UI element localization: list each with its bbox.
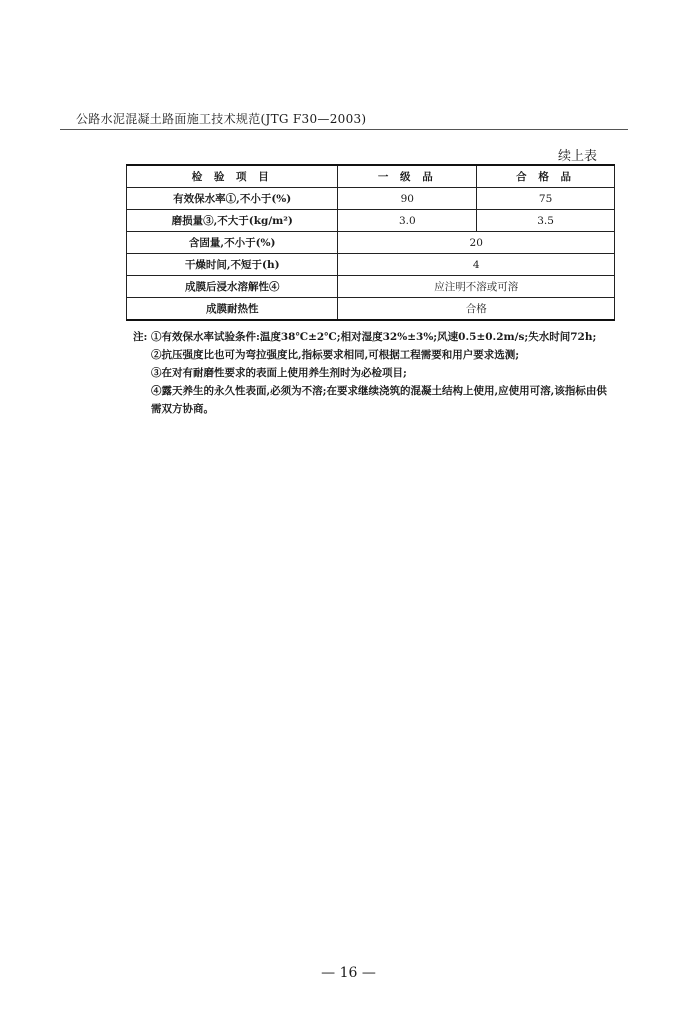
- table-row: [127, 298, 615, 321]
- row-label: 含固量,不小于(%): [127, 232, 338, 254]
- cell-value: 3.0: [338, 210, 477, 232]
- cell-value-merged: 20: [338, 232, 615, 254]
- note-item: [133, 328, 631, 346]
- note-text: ④露天养生的永久性表面,必须为不溶;在要求继续浇筑的混凝土结构上使用,应使用可溶,该指标由供需双方协商。: [151, 385, 607, 415]
- row-label: 有效保水率①,不小于(%): [127, 188, 338, 210]
- note-text: ①有效保水率试验条件:温度38℃±2℃;相对湿度32%±3%;风速0.5±0.2m/s;失水时间72h;: [151, 331, 597, 343]
- notes-prefix: 注:: [133, 331, 148, 343]
- row-label: 磨损量③,不大于(kg/m²): [127, 210, 338, 232]
- page-number: — 16 —: [321, 965, 376, 981]
- row-label: 干燥时间,不短于(h): [127, 254, 338, 276]
- cell-value: 3.5: [477, 210, 615, 232]
- note-item: [151, 346, 631, 364]
- note-item: [151, 364, 631, 382]
- note-text: ③在对有耐磨性要求的表面上使用养生剂时为必检项目;: [151, 367, 407, 379]
- header-cell-grade1: 一 级 品: [338, 165, 477, 188]
- spec-table: [126, 164, 615, 321]
- table-notes: [133, 328, 631, 418]
- table-row: [127, 254, 615, 276]
- cell-value-merged: 4: [338, 254, 615, 276]
- running-header: 公路水泥混凝土路面施工技术规范(JTG F30—2003): [76, 112, 367, 126]
- header-rule: [60, 129, 628, 130]
- table-row: [127, 188, 615, 210]
- table-row: [127, 210, 615, 232]
- cell-value: 75: [477, 188, 615, 210]
- row-label: 成膜耐热性: [127, 298, 338, 321]
- cell-value-merged: 合格: [338, 298, 615, 321]
- header-cell-qualified: 合 格 品: [477, 165, 615, 188]
- table-row: [127, 276, 615, 298]
- table-continued-label: 续上表: [558, 149, 598, 164]
- note-item: [151, 382, 611, 418]
- table-header-row: [127, 165, 615, 188]
- row-label: 成膜后浸水溶解性④: [127, 276, 338, 298]
- note-text: ②抗压强度比也可为弯拉强度比,指标要求相同,可根据工程需要和用户要求选测;: [151, 349, 520, 361]
- table-row: [127, 232, 615, 254]
- cell-value-merged: 应注明不溶或可溶: [338, 276, 615, 298]
- header-cell-item: 检 验 项 目: [127, 165, 338, 188]
- cell-value: 90: [338, 188, 477, 210]
